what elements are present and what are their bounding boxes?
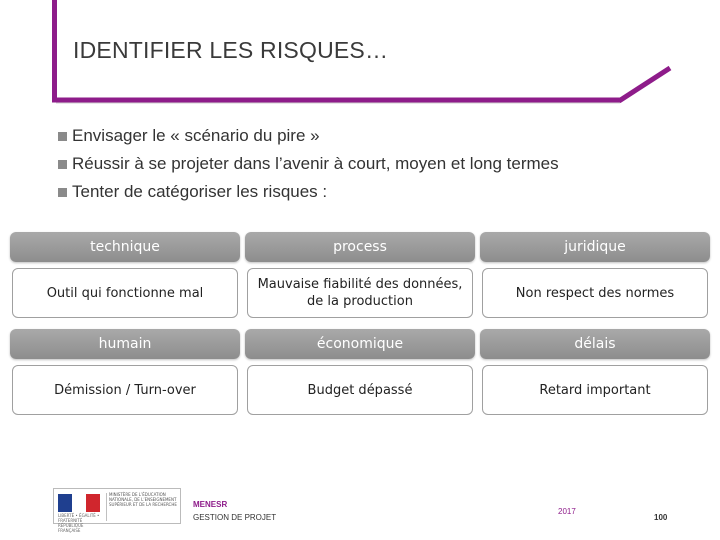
bullet-list	[56, 122, 559, 206]
category-header-process: process	[245, 232, 475, 262]
category-example-delais: Retard important	[482, 365, 708, 415]
ministry-name-text: MINISTÈRE DE L’ÉDUCATION NATIONALE, DE L’ENSEIGNEMENT SUPÉRIEUR ET DE LA RECHERCHE	[109, 492, 177, 507]
category-header-economique: économique	[245, 329, 475, 359]
bullet-item	[56, 122, 559, 150]
category-header-juridique: juridique	[480, 232, 710, 262]
square-bullet-icon	[58, 188, 67, 197]
category-example-technique: Outil qui fonctionne mal	[12, 268, 238, 318]
bullet-item	[56, 150, 559, 178]
ministry-logo	[53, 488, 181, 533]
bullet-text: Envisager le « scénario du pire »	[72, 126, 320, 145]
square-bullet-icon	[58, 160, 67, 169]
category-header-delais: délais	[480, 329, 710, 359]
category-header-humain: humain	[10, 329, 240, 359]
republique-francaise-text: LIBERTÉ • ÉGALITÉ • FRATERNITÉ RÉPUBLIQUE FRANÇAISE	[58, 513, 100, 533]
footer-department: GESTION DE PROJET	[193, 513, 277, 522]
category-example-humain: Démission / Turn-over	[12, 365, 238, 415]
french-flag-icon	[58, 494, 100, 512]
category-header-technique: technique	[10, 232, 240, 262]
bullet-item	[56, 178, 559, 206]
bullet-text: Tenter de catégoriser les risques :	[72, 182, 328, 201]
category-example-juridique: Non respect des normes	[482, 268, 708, 318]
footer-org: MENESR	[193, 500, 228, 509]
logo-divider	[106, 493, 107, 521]
category-example-process: Mauvaise fiabilité des données, de la production	[247, 268, 473, 318]
risk-category-grid	[10, 232, 710, 418]
footer-year: 2017	[558, 507, 576, 516]
slide-title: IDENTIFIER LES RISQUES…	[73, 37, 389, 63]
square-bullet-icon	[58, 132, 67, 141]
page-number: 100	[654, 513, 668, 522]
bullet-text: Réussir à se projeter dans l’avenir à court, moyen et long termes	[72, 154, 559, 173]
category-example-economique: Budget dépassé	[247, 365, 473, 415]
